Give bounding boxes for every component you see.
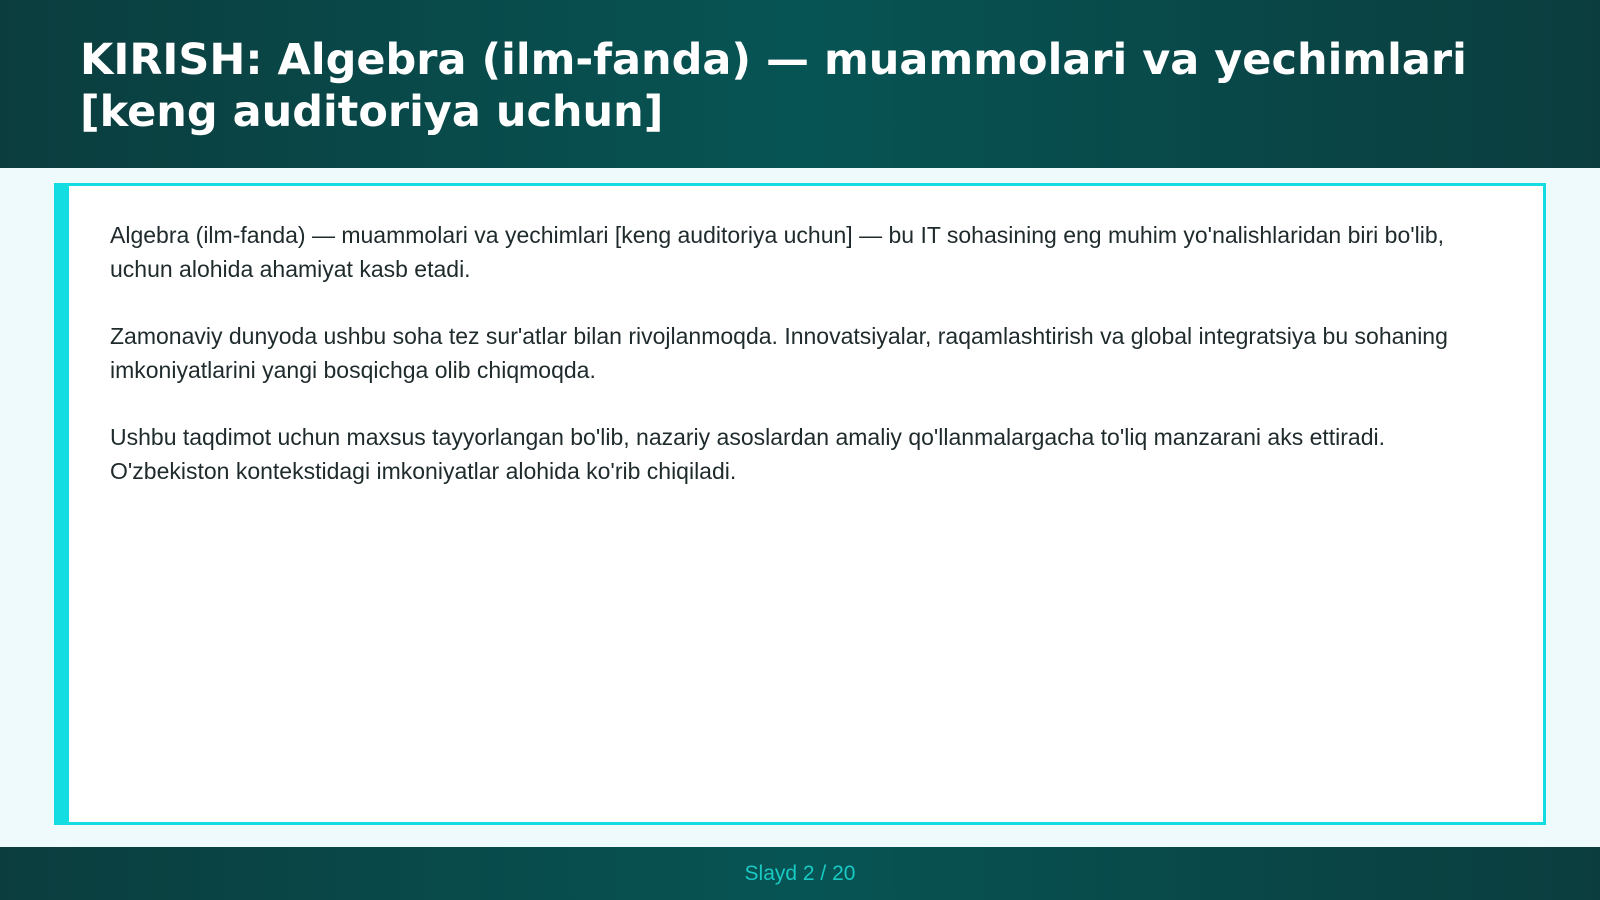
slide-counter: Slayd 2 / 20: [744, 861, 856, 885]
paragraph-presentation-scope: Ushbu taqdimot uchun maxsus tayyorlangan bo'lib, nazariy asoslardan amaliy qo'llanmalargacha to'liq manzarani aks ettiradi. O'zbekiston kontekstidagi imkoniyatlar alohida ko'rib chiqiladi.: [110, 424, 1386, 484]
content-panel: [54, 183, 1546, 825]
paragraph-intro: Algebra (ilm-fanda) — muammolari va yechimlari [keng auditoriya uchun] — bu IT sohasining eng muhim yo'nalishlaridan biri bo'lib, uchun alohida ahamiyat kasb etadi.: [110, 222, 1445, 282]
slide-title: KIRISH: Algebra (ilm-fanda) — muammolari va yechimlari [keng auditoriya uchun]: [80, 35, 1467, 137]
slide-footer: [0, 847, 1600, 900]
paragraph-modern-world: Zamonaviy dunyoda ushbu soha tez sur'atlar bilan rivojlanmoqda. Innovatsiyalar, raqamlashtirish va global integratsiya bu sohaning imkoniyatlarini yangi bosqichga olib chiqmoqda.: [110, 323, 1448, 383]
slide-header: [0, 0, 1600, 168]
